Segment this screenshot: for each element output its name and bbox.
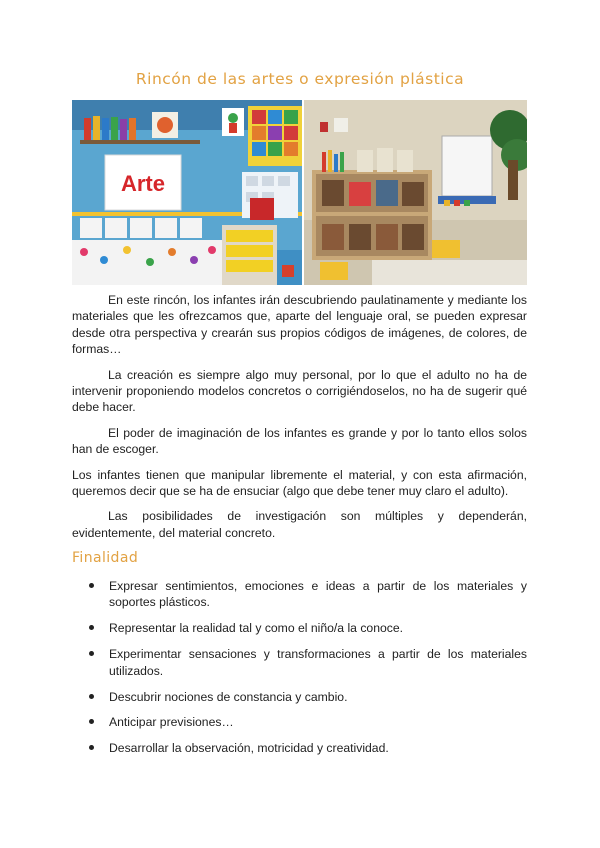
paragraph: Las posibilidades de investigación son múltiples y dependerán, evidentemente, del material concreto. [72,509,527,540]
bullet-list [72,578,527,766]
paragraph: La creación es siempre algo muy personal, por lo que el adulto no ha de intervenir proponiendo modelos concretos o corrigiéndoselos, no ha de sugerir qué debe hacer. [72,367,527,415]
list-item [72,620,527,636]
bullet-dot-icon [89,694,94,699]
paragraph: En este rincón, los infantes irán descubriendo paulatinamente y mediante los materiales que les ofrezcamos que, aparte del lenguaje oral, se pueden expresar desde otra perspectiva y crearán sus propios códigos de imágenes, de colores, de formas… [72,293,527,357]
list-item [72,689,527,705]
bullet-dot-icon [89,745,94,750]
art-corner-photo [72,100,527,285]
bullet-dot-icon [89,625,94,630]
list-item [72,740,527,756]
page-title: Rincón de las artes o expresión plástica [135,70,465,88]
body-text [72,292,527,550]
list-item [72,714,527,730]
paragraph: El poder de imaginación de los infantes es grande y por lo tanto ellos solos han de escoger. [72,425,527,457]
list-item-text: Representar la realidad tal y como el niño/a la conoce. [109,621,404,636]
paragraph: Los infantes tienen que manipular libremente el material, y con esta afirmación, queremos decir que se ha de ensuciar (algo que debe tener muy claro el adulto). [72,467,527,499]
list-item-text: Descubrir nociones de constancia y cambio. [109,689,348,704]
bullet-dot-icon [89,719,94,724]
bullet-dot-icon [89,583,94,588]
section-heading: Finalidad [72,550,139,566]
arte-sign-text: Arte [120,171,166,196]
list-item [72,646,527,679]
list-item-text: Desarrollar la observación, motricidad y creatividad. [109,741,389,756]
list-item-text: Anticipar previsiones… [109,715,234,730]
list-item [72,578,527,611]
list-item-text: Expresar sentimientos, emociones e ideas a partir de los materiales y soportes plásticos. [109,579,527,610]
list-item-text: Experimentar sensaciones y transformaciones a partir de los materiales utilizados. [109,647,527,678]
bullet-dot-icon [89,651,94,656]
